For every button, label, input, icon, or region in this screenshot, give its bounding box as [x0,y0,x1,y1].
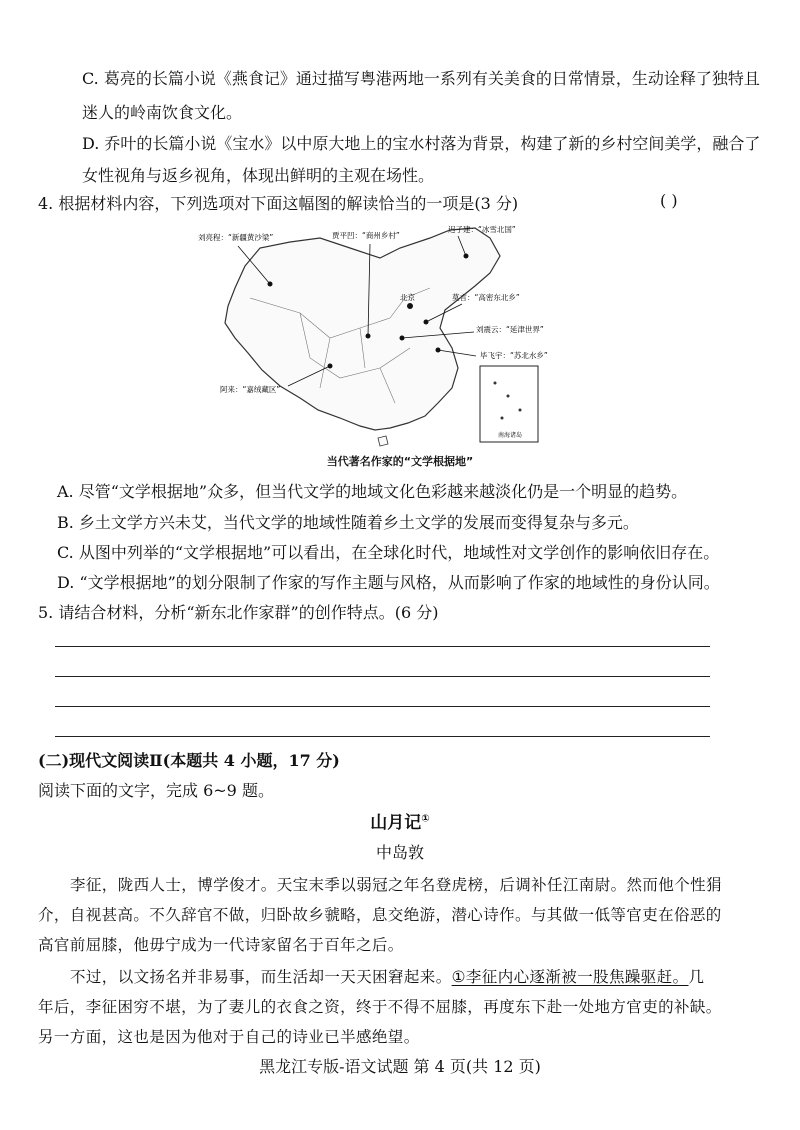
para2-line3: 另一方面，这也是因为他对于自己的诗业已半感绝望。 [38,1028,420,1046]
q4-option-c: C. 从图中列举的“文学根据地”可以看出，在全球化时代，地域性对文学创作的影响依旧存在。 [57,543,720,562]
label-chi-zijian: 迟子建：“冰雪北国” [448,225,516,234]
q3-option-c-line1: C. 葛亮的长篇小说《燕食记》通过描写粤港两地一系列有关美食的日常情景，生动诠释了独特且 [82,69,760,88]
story-title-note: ① [421,813,430,825]
label-a-lai: 阿来：“嘉绒藏区” [220,385,281,394]
map-caption: 当代著名作家的“文学根据地” [326,455,474,468]
inset-island-dot [519,409,522,412]
para2-line1 [70,965,704,987]
q4-stem: 4. 根据材料内容，下列选项对下面这幅图的解读恰当的一项是(3 分) [38,194,519,213]
answer-line-2[interactable] [55,676,710,677]
inset-island-dot [494,382,497,385]
para1-line1: 李征，陇西人士，博学俊才。天宝末季以弱冠之年名登虎榜，后调补任江南尉。然而他个性狷 [70,876,722,894]
page-footer: 黑龙江专版-语文试题 第 4 页(共 12 页) [259,1057,541,1076]
para2-line1-c: 几 [688,968,705,986]
label-beijing: 北京 [400,293,415,302]
q5-stem: 5. 请结合材料，分析“新东北作家群”的创作特点。(6 分) [38,603,439,622]
china-outline [225,228,500,430]
q3-option-c-line2: 迷人的岭南饮食文化。 [82,103,243,122]
para2-line2: 年后，李征困穷不堪，为了妻儿的衣食之资，终于不得不屈膝，再度东下赴一处地方官吏的补缺。 [38,998,722,1016]
section2-heading: (二)现代文阅读Ⅱ(本题共 4 小题，17 分) [38,751,340,770]
label-bi-feiyu: 毕飞宇：“苏北水乡” [480,351,548,360]
answer-line-3[interactable] [55,706,710,707]
label-mo-yan: 莫言：“高密东北乡” [452,293,520,302]
story-author: 中岛敦 [375,843,424,862]
para1-line3: 高官前屈膝，他毋宁成为一代诗家留名于百年之后。 [38,936,404,954]
inset-label: 南海诸岛 [498,432,523,439]
story-title-text: 山月记 [370,813,422,833]
q3-option-d-line1: D. 乔叶的长篇小说《宝水》以中原大地上的宝水村落为背景，构建了新的乡村空间美学，融合了 [82,134,761,153]
inset-island-dot [501,417,504,420]
china-literary-map [190,218,550,448]
inset-island-dot [507,395,510,398]
q4-option-a: A. 尽管“文学根据地”众多，但当代文学的地域文化色彩越来越淡化仍是一个明显的趋势。 [57,482,688,501]
south-sea-inset [480,366,538,442]
label-liu-zhenyun: 刘震云：“延津世界” [476,325,544,334]
label-liu-liangcheng: 刘亮程：“新疆黄沙梁” [198,233,274,242]
answer-line-1[interactable] [55,646,710,647]
para1-line2: 介，自视甚高。不久辞官不做，归卧故乡虢略，息交绝游，潜心诗作。与其做一低等官吏在俗恶的 [38,906,722,924]
story-title [0,808,800,833]
q4-option-b: B. 乡土文学方兴未艾，当代文学的地域性随着乡土文学的发展而变得复杂与多元。 [57,513,639,532]
q4-answer-bracket[interactable]: ( ) [660,191,678,210]
q3-option-d-line2: 女性视角与返乡视角，体现出鲜明的主观在场性。 [82,166,435,185]
section2-instruction: 阅读下面的文字，完成 6~9 题。 [38,781,274,800]
hainan-island [378,436,388,446]
answer-line-4[interactable] [55,736,710,737]
para2-underlined-sentence: ①李征内心逐渐被一股焦躁驱赶。 [451,968,689,986]
q4-option-d: D. “文学根据地”的划分限制了作家的写作主题与风格，从而影响了作家的地域性的身份认同。 [57,573,720,592]
label-jia-pingwa: 贾平凹：“商州乡村” [332,231,400,240]
para2-line1-a: 不过，以文扬名并非易事，而生活却一天天困窘起来。 [70,968,452,986]
marker-beijing [407,303,413,309]
